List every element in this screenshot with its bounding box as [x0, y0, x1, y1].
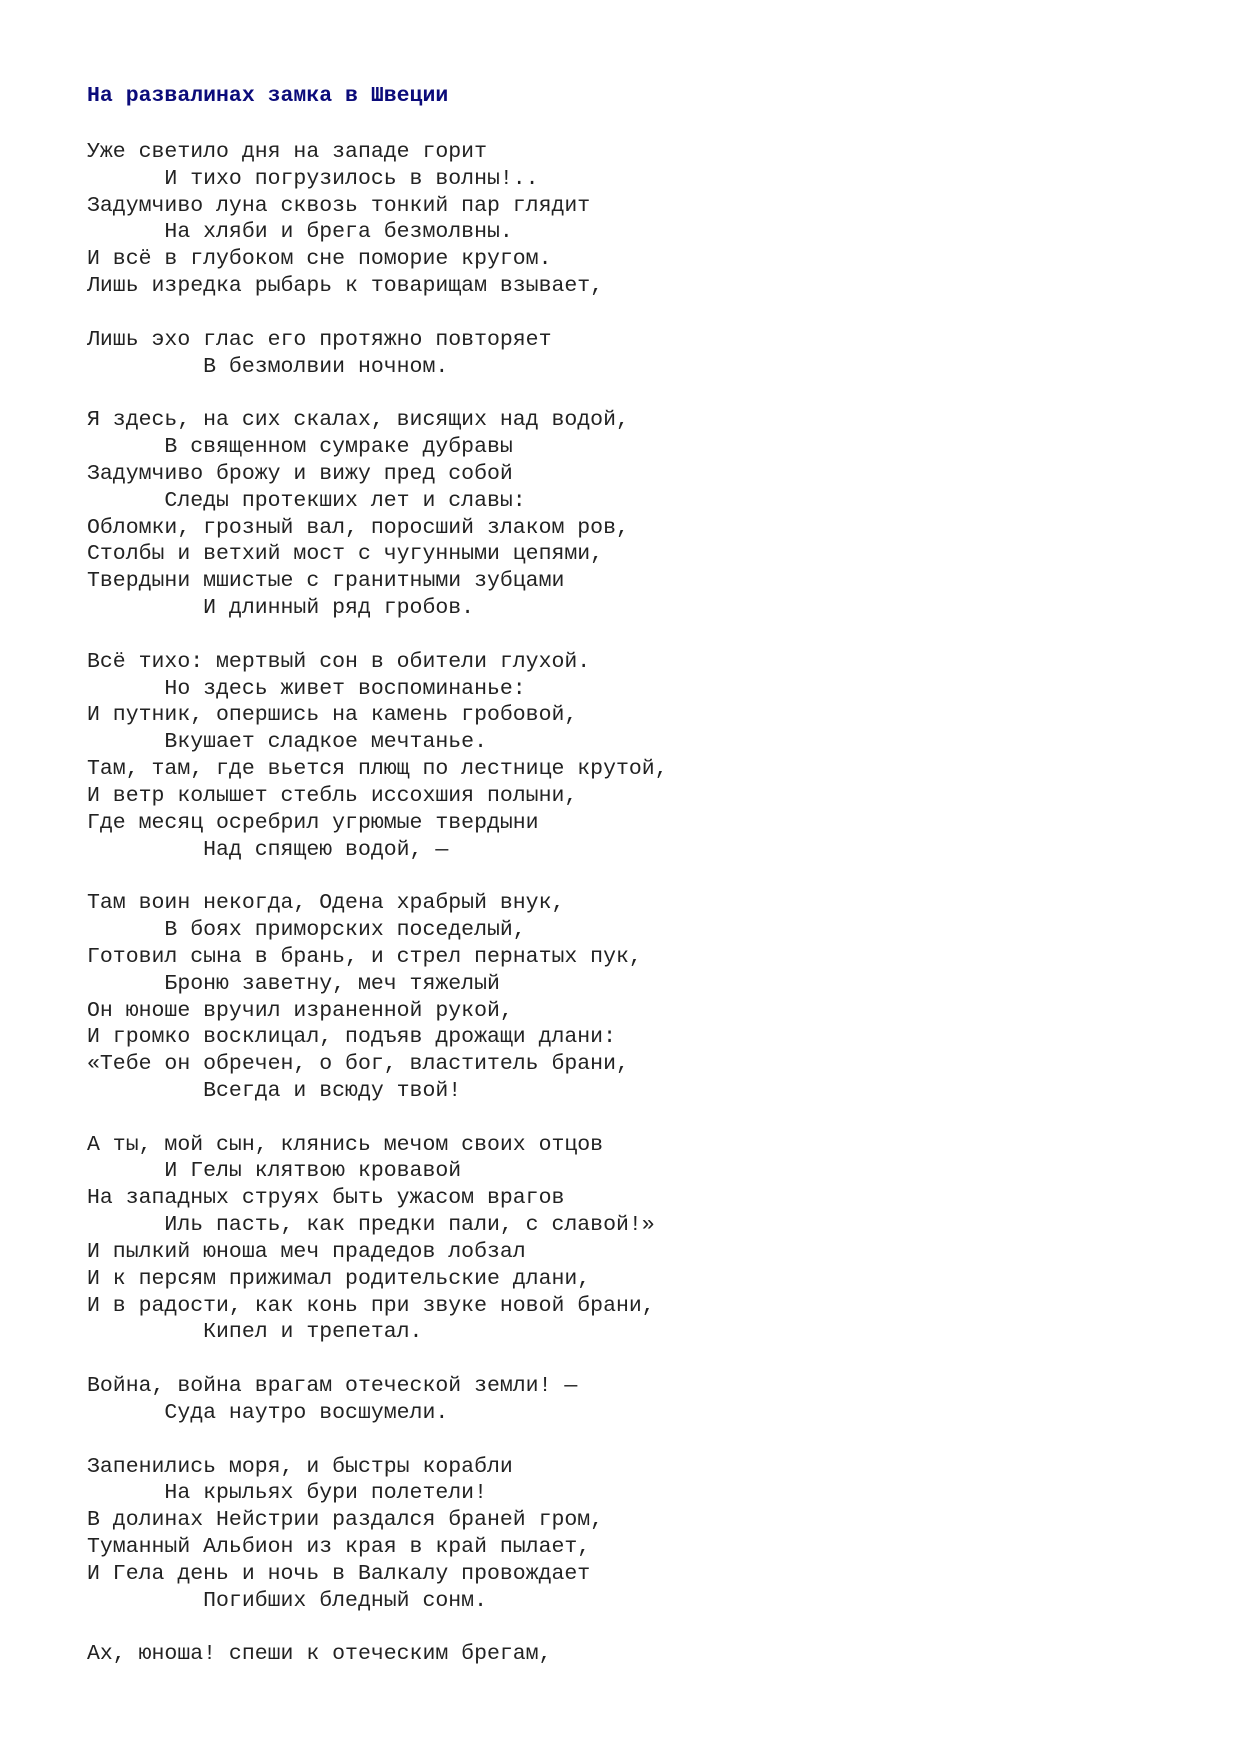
- poem-line: Я здесь, на сих скалах, висящих над водой,: [87, 408, 629, 433]
- poem-line: В долинах Нейстрии раздался браней гром,: [87, 1508, 604, 1533]
- poem-line: И в радости, как конь при звуке новой брани,: [87, 1293, 655, 1318]
- poem-line: На хляби и брега безмолвны.: [87, 220, 513, 245]
- poem-line: Но здесь живет воспоминанье:: [87, 676, 526, 701]
- stanza-break: [87, 300, 668, 327]
- poem-line: Уже светило дня на западе горит: [87, 140, 487, 164]
- poem-line: Обломки, грозный вал, поросший злаком ров,: [87, 515, 629, 540]
- poem-line: Лишь изредка рыбарь к товарищам взывает,: [87, 274, 604, 299]
- poem-line: Там, там, где вьется плющ по лестнице крутой,: [87, 757, 668, 782]
- poem-line: И всё в глубоком сне поморие кругом.: [87, 247, 552, 272]
- poem-line: Задумчиво луна сквозь тонкий пар глядит: [87, 193, 591, 218]
- poem-line: А ты, мой сын, клянись мечом своих отцов: [87, 1132, 604, 1157]
- stanza-break: [87, 1105, 668, 1132]
- poem-line: Над спящею водой, —: [87, 837, 449, 862]
- poem-line: Броню заветну, меч тяжелый: [87, 971, 500, 996]
- poem-line: Лишь эхо глас его протяжно повторяет: [87, 327, 552, 352]
- poem-line: Он юноше вручил израненной рукой,: [87, 998, 513, 1023]
- poem-line: Кипел и трепетал.: [87, 1320, 423, 1345]
- poem-line: Задумчиво брожу и вижу пред собой: [87, 461, 513, 486]
- stanza-break: [87, 1615, 668, 1642]
- poem-line: Вкушает сладкое мечтанье.: [87, 730, 487, 755]
- poem-line: Твердыни мшистые с гранитными зубцами: [87, 569, 565, 594]
- poem-line: В безмолвии ночном.: [87, 354, 449, 379]
- poem-line: И громко восклицал, подъяв дрожащи длани:: [87, 1025, 616, 1050]
- poem-line: На западных струях быть ужасом врагов: [87, 1186, 565, 1211]
- poem-line: Война, война врагам отеческой земли! —: [87, 1374, 578, 1399]
- poem-title: На развалинах замка в Швеции: [87, 84, 449, 108]
- poem-line: Всегда и всюду твой!: [87, 1078, 462, 1103]
- poem-line: Всё тихо: мертвый сон в обители глухой.: [87, 649, 591, 674]
- poem-line: В боях приморских поседелый,: [87, 918, 526, 943]
- poem-line: Следы протекших лет и славы:: [87, 488, 526, 513]
- poem-line: Столбы и ветхий мост с чугунными цепями,: [87, 542, 604, 567]
- poem-line: На крыльях бури полетели!: [87, 1481, 487, 1506]
- poem-line: Ах, юноша! спеши к отеческим брегам,: [87, 1642, 552, 1667]
- stanza-break: [87, 1346, 668, 1373]
- poem-line: И тихо погрузилось в волны!..: [87, 166, 539, 191]
- stanza-break: [87, 863, 668, 890]
- poem-line: В священном сумраке дубравы: [87, 435, 513, 460]
- poem-line: Туманный Альбион из края в край пылает,: [87, 1535, 591, 1560]
- poem-line: Где месяц осребрил угрюмые твердыни: [87, 810, 539, 835]
- poem-line: И к персям прижимал родительские длани,: [87, 1266, 591, 1291]
- poem-line: Суда наутро восшумели.: [87, 1400, 449, 1425]
- poem-line: Запенились моря, и быстры корабли: [87, 1454, 513, 1479]
- poem-line: И Гелы клятвою кровавой: [87, 1159, 462, 1184]
- poem-line: И длинный ряд гробов.: [87, 596, 475, 621]
- poem-line: И ветр колышет стебль иссохшия полыни,: [87, 783, 578, 808]
- poem-line: Готовил сына в брань, и стрел пернатых пук,: [87, 944, 642, 969]
- poem-body: [87, 139, 668, 1668]
- stanza-break: [87, 622, 668, 649]
- poem-line: И пылкий юноша меч прадедов лобзал: [87, 1239, 526, 1264]
- stanza-break: [87, 380, 668, 407]
- poem-line: Погибших бледный сонм.: [87, 1588, 487, 1613]
- poem-line: Там воин некогда, Одена храбрый внук,: [87, 891, 565, 916]
- poem-line: И путник, опершись на камень гробовой,: [87, 703, 578, 728]
- poem-line: Иль пасть, как предки пали, с славой!»: [87, 1213, 655, 1238]
- poem-line: И Гела день и ночь в Валкалу провождает: [87, 1561, 591, 1586]
- poem-line: «Тебе он обречен, о бог, властитель брани,: [87, 1052, 629, 1077]
- stanza-break: [87, 1427, 668, 1454]
